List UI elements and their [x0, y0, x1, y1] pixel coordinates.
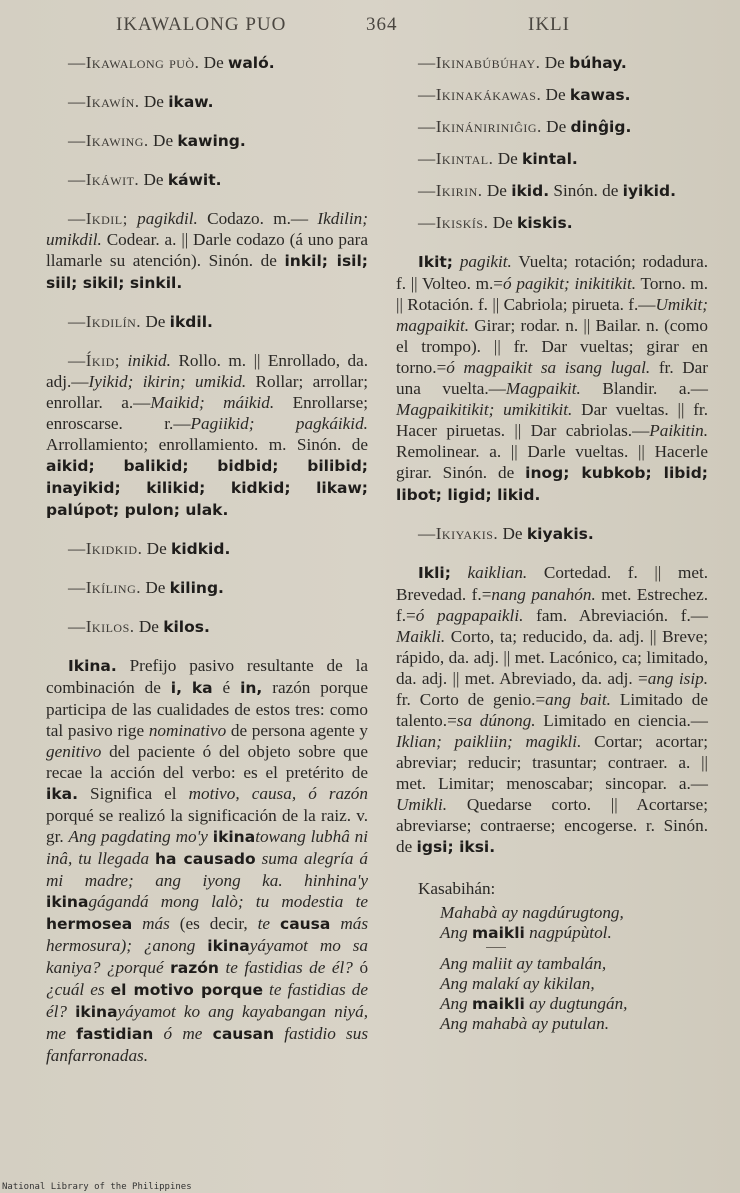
entry-ikit: Ikit; pagikit. Vuelta; rotación; rodadura. f. || Volteo. m.=ó pagikit; inikitikit. Torno. m. || Rotación. f. || Cabriola; pirueta. f.—Umikit; magpaikit. Girar; rodar. n. || Bailar. n. (como el trompo). || fr. Dar vueltas; girar en torno.=ó magpaikit sa isang lugal. fr. Dar una vuelta.—Magpaikit. Blandir. a.—Magpaikitikit; umikitikit. Dar vueltas. || fr. Hacer piruetas. || Dar cabriolas.—Paikitin. Remolinear. a. || Darle vueltas. || Hacerle girar. Sinón. de inog; kubkob; libid; libot; ligid; likid.: [396, 252, 709, 504]
entry-ikawin: —Ikawín. De ikaw.: [68, 92, 214, 111]
proverb-line: Ang maikli ay dugtungán,: [440, 994, 628, 1013]
entry-ikawing: —Ikawing. De kawing.: [68, 131, 246, 150]
entry-ikawalong-puo: —Ikawalong può. De waló.: [68, 53, 275, 72]
entry-ikiling: —Ikíling. De kiling.: [68, 578, 224, 597]
entry-ikiyakis: —Ikiyakis. De kiyakis.: [418, 524, 594, 543]
entry-ikli: Ikli; kaiklian. Cortedad. f. || met. Brevedad. f.=nang panahón. met. Estrechez. f.=ó pagpapaikli. fam. Abreviación. f.—Maikli. Corto, ta; reducido, da. adj. || Breve; rápido, da. adj. || met. Lacónico, ca; limitado, da. adj. || met. Abreviado, da. adj. =ang isip. fr. Corto de genio.=ang bait. Limitado de talento.=sa dúnong. Limitado en ciencia.—Iklian; paikliin; magikli. Cortar; acortar; abreviar; reducir; trasuntar; contraer. a. || met. Limitar; menoscabar; sincopar. a.—Umikli. Quedarse corto. || Acortarse; abreviarse; contraerse; encogerse. r. Sinón. de igsi; iksi.: [396, 563, 709, 856]
entry-ikina: Ikina. Prefijo pasivo resultante de la combinación de i, ka é in, razón porque participa de las cualidades de estos tres: como tal pasivo rige nominativo de persona agente y genitivo del paciente ó del objeto sobre que recae la acción del verbo: es el pretérito de ika. Significa el motivo, causa, ó razón porqué se realizó la significación de la raiz. v. gr. Ang pagdating mo'y ikinatowang lubhâ ni inâ, tu llegada ha causado suma alegría á mi madre; ang iyong ka. hinhina'y ikinagágandá mong lalò; tu modestia te hermosea más (es decir, te causa más hermosura); ¿anong ikinayáyamot mo sa kaniya? ¿porqué razón te fastidias de él? ó ¿cuál es el motivo porque te fastidias de él? ikinayáyamot ko ang kayabangan niyá, me fastidian ó me causan fastidio sus fanfarronadas.: [46, 656, 369, 1065]
page-number: 364: [366, 14, 398, 35]
running-head-right: IKLI: [528, 14, 570, 35]
entry-ikdilin: —Ikdilín. De ikdil.: [68, 312, 213, 331]
entry-ikintal: —Ikintal. De kintal.: [418, 149, 578, 168]
entry-ikinaniriniging: —Ikinániriniĝig. De dinĝig.: [418, 117, 632, 136]
entry-ikinakakawas: —Ikinakákawas. De kawas.: [418, 85, 631, 104]
proverb-line: Ang maikli nagpúpùtol.: [440, 923, 612, 942]
entry-ikiskis: —Ikiskís. De kiskis.: [418, 213, 573, 232]
entry-ikidkid: —Ikidkid. De kidkid.: [68, 539, 231, 558]
entry-ikdil: —Ikdil; pagikdil. Codazo. m.— Ikdilin; umikdil. Codear. a. || Darle codazo (á uno para llamarle su atención). Sinón. de inkil; isil; siil; sikil; sinkil.: [46, 209, 369, 292]
kasabihan-label: Kasabihán:: [418, 879, 496, 898]
right-column: [396, 52, 708, 1034]
proverb-line: Ang mahabà ay putulan.: [440, 1014, 609, 1033]
kasabihan-block: [396, 878, 708, 1034]
entry-ikirin: —Ikirin. De ikid. Sinón. de iyikid.: [418, 181, 676, 200]
left-column: [46, 52, 368, 1083]
entry-ikilos: —Ikilos. De kilos.: [68, 617, 210, 636]
divider: [486, 947, 506, 948]
proverb-line: Mahabà ay nagdúrugtong,: [440, 903, 624, 922]
library-footer: National Library of the Philippines: [2, 1182, 192, 1192]
proverb-line: Ang malakí ay kikilan,: [440, 974, 595, 993]
entry-ikinabubuhay: —Ikinabúbúhay. De búhay.: [418, 53, 627, 72]
entry-ikawit: —Ikáwit. De káwit.: [68, 170, 222, 189]
running-head-left: IKAWALONG PUO: [116, 14, 287, 35]
entry-ikid: —Íkid; inikid. Rollo. m. || Enrollado, da. adj.—Iyikid; ikirin; umikid. Rollar; arrollar; enrollar. a.—Maikid; máikid. Enrollarse; enroscarse. r.—Pagiikid; pagkáikid. Arrollamiento; enrollamiento. m. Sinón. de aikid; balikid; bidbid; bilibid; inayikid; kilikid; kidkid; likaw; palúpot; pulon; ulak.: [46, 351, 369, 519]
proverb-line: Ang maliit ay tambalán,: [440, 954, 607, 973]
